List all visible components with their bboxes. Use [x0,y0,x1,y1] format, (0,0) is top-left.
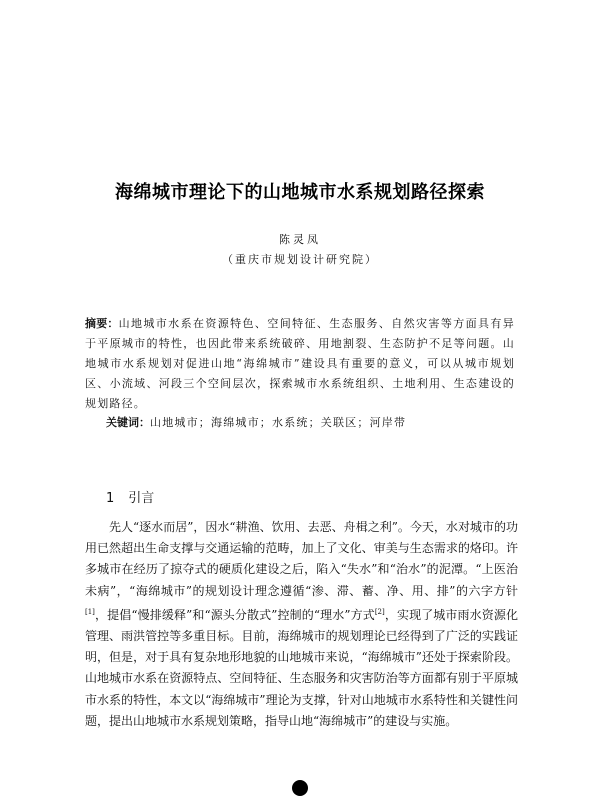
body-text [85,517,518,732]
keywords-text: 山地城市；海绵城市；水系统；关联区；河岸带 [150,416,407,429]
body-paragraph [85,517,518,732]
abstract-label: 摘要： [85,317,119,330]
author-name: 陈灵凤 [279,233,321,246]
author-affiliation: （重庆市规划设计研究院） [222,253,378,266]
body-part-2: ，提倡“慢排缓释”和“源头分散式”控制的“理水”方式 [94,607,375,622]
paper-title: 海绵城市理论下的山地城市水系规划路径探索 [115,182,485,203]
body-part-1: 先人“逐水而居”，因水“耕渔、饮用、去恶、舟楫之利”。今天，水对城市的功用已然超出生命支撑与交通运输的范畴，加上了文化、审美与生态需求的烙印。许多城市在经历了掠夺式的硬质化建设之后，陷入“失水”和“治水”的泥潭。“上医治未病”，“海绵城市”的规划设计理念遵循“渗、滞、蓄、净、用、排”的六字方针 [85,520,518,598]
section-title: 引言 [128,491,155,506]
keywords [106,414,516,430]
page-bullet-mark [292,780,308,796]
abstract-text: 山地城市水系在资源特色、空间特征、生态服务、自然灾害等方面具有异于平原城市的特性，也因此带来系统破碎、用地割裂、生态防护不足等问题。山地城市水系规划对促进山地“海绵城市”建设具有重要的意义，可以从城市规划区、小流域、河段三个空间层次，探索城市水系统组织、土地利用、生态建设的规划路径。 [85,317,516,410]
abstract [85,314,515,414]
section-number: 1 [106,491,115,506]
body-part-3: ，实现了城市雨水资源化管理、雨洪管控等多重目标。目前，海绵城市的规划理论已经得到了广泛的实践证明，但是，对于具有复杂地形地貌的山地城市来说，“海绵城市”还处于探索阶段。山地城市水系在资源特点、空间特征、生态服务和灾害防治等方面都有别于平原城市水系的特性，本文以“海绵城市”理论为支撑，针对山地城市水系特性和关键性问题，提出山地城市水系规划策略，指导山地“海绵城市”的建设与实施。 [85,607,518,728]
citation-2: [2] [374,607,385,616]
section-heading [106,487,154,506]
citation-1: [1] [85,607,95,616]
keywords-label: 关键词： [106,416,150,429]
